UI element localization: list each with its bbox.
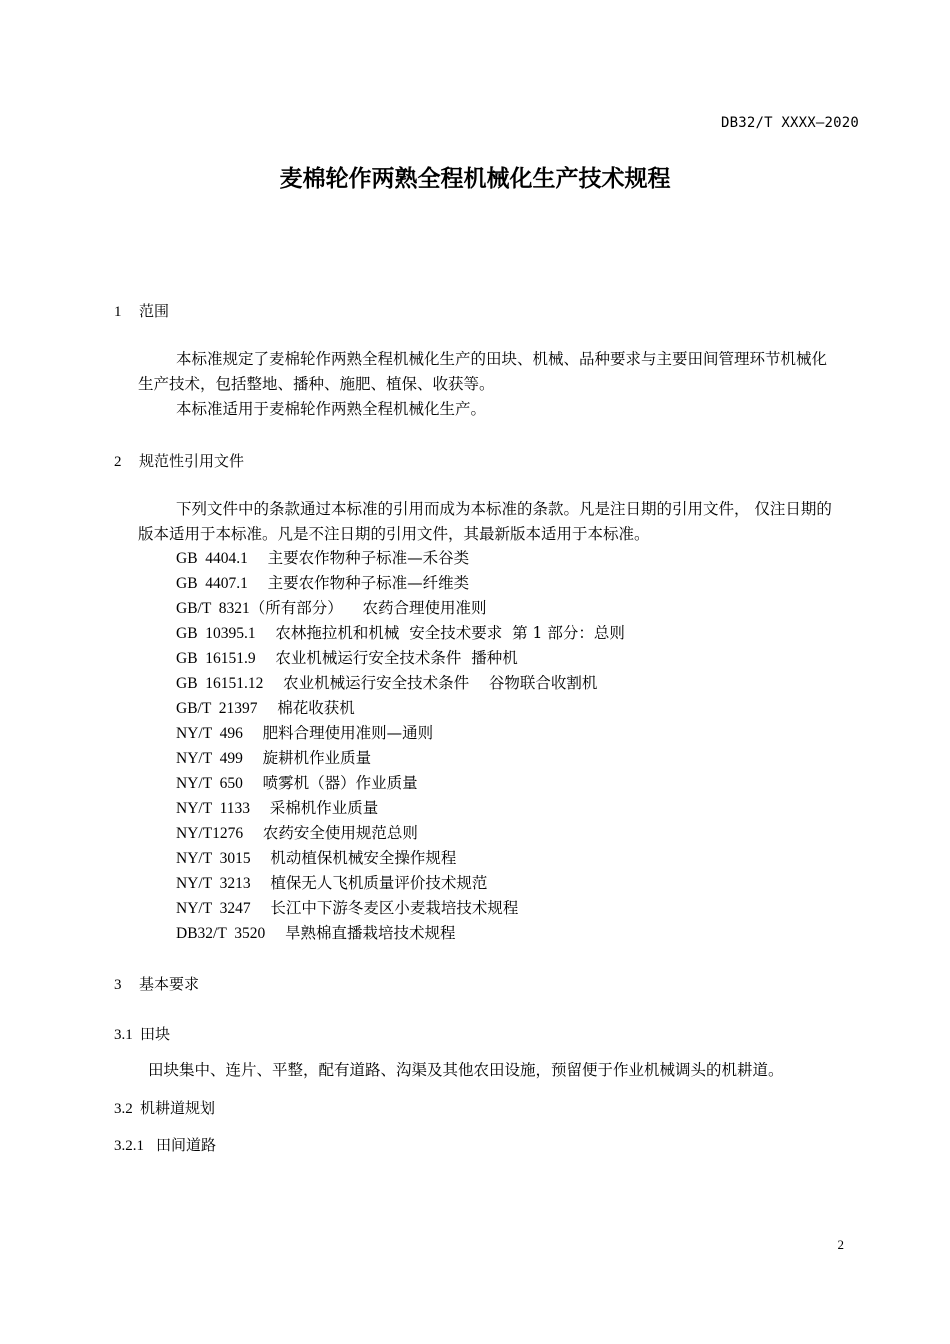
section-3-heading [114, 973, 199, 994]
reference-title: 长江中下游冬麦区小麦栽培技术规程 [270, 899, 519, 917]
section-number: 3.2 [114, 1101, 133, 1117]
reference-title: 农林拖拉机和机械 安全技术要求 第 1 部分：总则 [275, 624, 625, 642]
section-title: 田间道路 [156, 1136, 217, 1154]
section-3-2-heading [114, 1097, 215, 1118]
section-title: 范围 [139, 302, 170, 320]
document-code: DB32/T XXXX—2020 [720, 115, 859, 131]
page-number: 2 [837, 1237, 844, 1252]
reference-item [176, 871, 625, 896]
reference-item [176, 596, 625, 621]
section-1-heading [114, 300, 169, 321]
reference-title: 主要农作物种子标准—禾谷类 [267, 549, 470, 567]
reference-title: 农业机械运行安全技术条件 播种机 [275, 649, 518, 667]
reference-code: NY/T 499 [176, 750, 243, 767]
reference-title: 农药合理使用准则 [362, 599, 487, 617]
reference-item [176, 696, 625, 721]
reference-item [176, 621, 625, 646]
reference-item [176, 821, 625, 846]
section-number: 3 [114, 977, 122, 993]
field-paragraph: 田块集中、连片、平整，配有道路、沟渠及其他农田设施，预留便于作业机械调头的机耕道。 [148, 1061, 784, 1079]
reference-title: 农药安全使用规范总则 [262, 824, 418, 842]
reference-title: 主要农作物种子标准—纤维类 [267, 574, 470, 592]
reference-code: GB 16151.9 [176, 650, 256, 667]
reference-title: 采棉机作业质量 [269, 799, 379, 817]
reference-title: 机动植保机械安全操作规程 [270, 849, 457, 867]
section-3-2-1-heading [114, 1134, 216, 1155]
reference-code: GB 4407.1 [176, 575, 248, 592]
reference-item [176, 721, 625, 746]
section-number: 1 [114, 304, 122, 320]
reference-title: 肥料合理使用准则—通则 [262, 724, 434, 742]
reference-code: GB 4404.1 [176, 550, 248, 567]
scope-paragraph: 本标准规定了麦棉轮作两熟全程机械化生产的田块、机械、品种要求与主要田间管理环节机械化生产技术，包括整地、播种、施肥、植保、收获等。 [138, 350, 828, 393]
reference-code: NY/T1276 [176, 825, 244, 842]
reference-item [176, 671, 625, 696]
reference-item [176, 746, 625, 771]
reference-code: NY/T 650 [176, 775, 243, 792]
section-title: 田块 [140, 1025, 171, 1043]
section-number: 3.1 [114, 1027, 133, 1043]
reference-item [176, 646, 625, 671]
reference-list [176, 546, 625, 946]
section-number: 3.2.1 [114, 1138, 144, 1154]
reference-item [176, 796, 625, 821]
reference-code: DB32/T 3520 [176, 925, 266, 942]
reference-code: NY/T 3213 [176, 875, 251, 892]
reference-title: 喷雾机（器）作业质量 [262, 774, 418, 792]
reference-code: GB 16151.12 [176, 675, 264, 692]
reference-item [176, 771, 625, 796]
document-title: 麦棉轮作两熟全程机械化生产技术规程 [279, 166, 671, 192]
reference-title: 旱熟棉直播栽培技术规程 [285, 924, 456, 942]
reference-code: NY/T 3247 [176, 900, 251, 917]
reference-code: GB/T 8321（所有部分） [176, 600, 343, 617]
reference-title: 植保无人飞机质量评价技术规范 [270, 874, 488, 892]
references-intro: 下列文件中的条款通过本标准的引用而成为本标准的条款。凡是注日期的引用文件， 仅注日期的版本适用于本标准。凡是不注日期的引用文件，其最新版本适用于本标准。 [138, 500, 832, 543]
section-2-heading [114, 450, 244, 471]
reference-item [176, 896, 625, 921]
reference-item [176, 571, 625, 596]
reference-code: NY/T 3015 [176, 850, 251, 867]
scope-paragraph: 本标准适用于麦棉轮作两熟全程机械化生产。 [176, 400, 487, 418]
reference-code: NY/T 496 [176, 725, 243, 742]
reference-title: 旋耕机作业质量 [262, 749, 372, 767]
reference-code: GB/T 21397 [176, 700, 258, 717]
section-title: 规范性引用文件 [139, 452, 245, 470]
section-3-1-heading [114, 1023, 170, 1044]
reference-code: GB 10395.1 [176, 625, 256, 642]
reference-item [176, 846, 625, 871]
reference-title: 农业机械运行安全技术条件 谷物联合收割机 [283, 674, 598, 692]
reference-item [176, 546, 625, 571]
section-title: 机耕道规划 [140, 1099, 216, 1117]
section-number: 2 [114, 454, 122, 470]
reference-title: 棉花收获机 [277, 699, 355, 717]
reference-item [176, 921, 625, 946]
reference-code: NY/T 1133 [176, 800, 251, 817]
section-title: 基本要求 [139, 975, 200, 993]
